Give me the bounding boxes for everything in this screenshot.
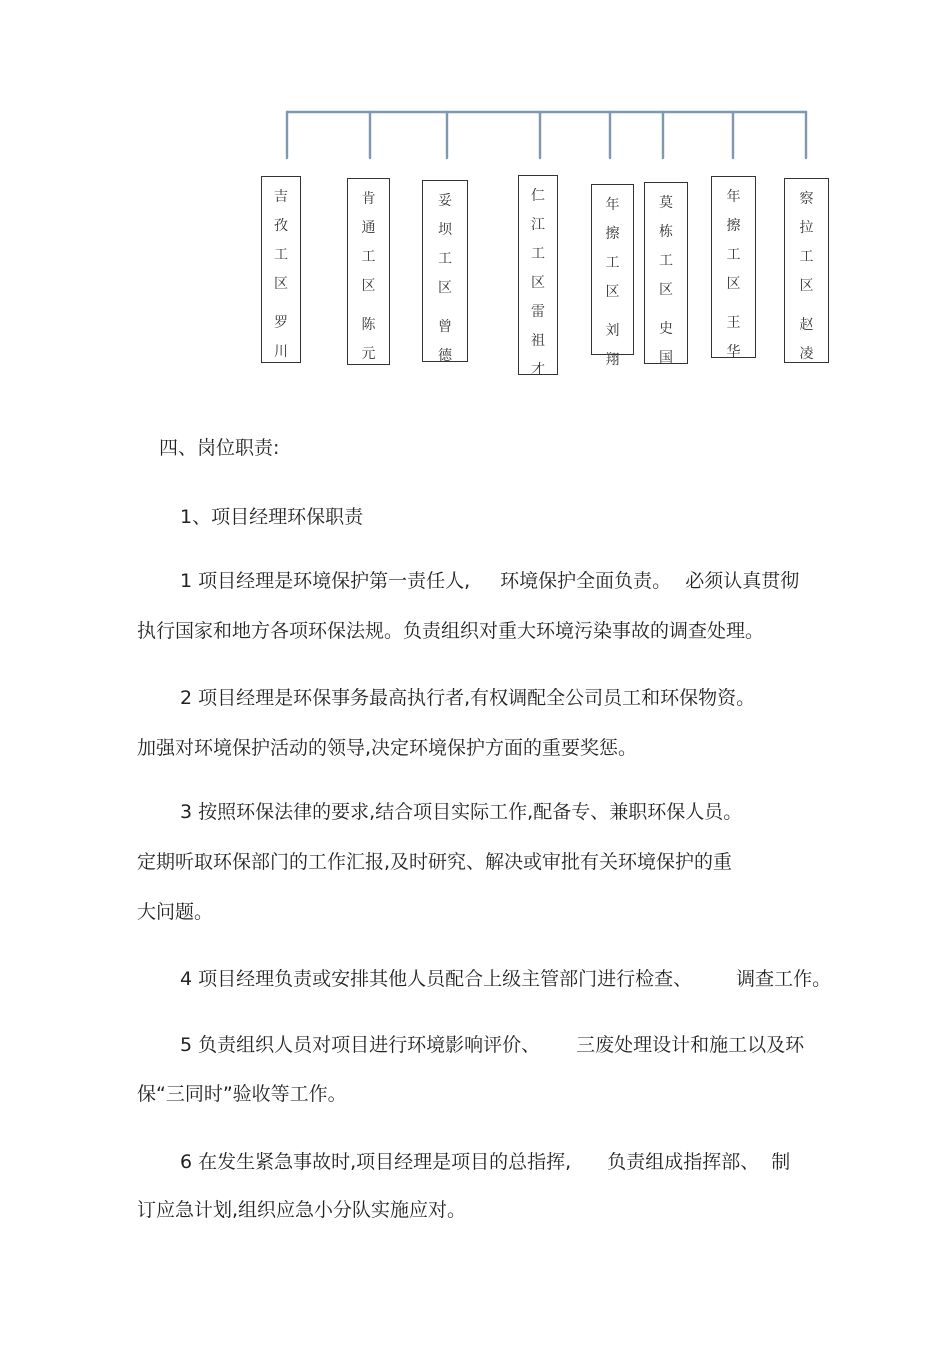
org-unit-person: 王 华 [726,315,741,360]
org-unit-person: 陈 元 [361,317,376,362]
item-4-line-1 [180,967,831,991]
org-unit-name: 吉 孜 工 区 [274,189,288,292]
item-1-line-1 [180,569,799,593]
org-unit-box [591,184,634,368]
org-unit-person: 赵 凌 [799,317,814,362]
item-1-part-1: 1 项目经理是环境保护第一责任人, [180,570,471,592]
org-unit-name: 年 擦 工 区 [726,189,741,292]
item-6-line-2: 订应急计划,组织应急小分队实施应对。 [137,1199,467,1221]
item-1-line-2: 执行国家和地方各项环保法规。负责组织对重大环境污染事故的调查处理。 [137,620,765,642]
item-2-line-2: 加强对环境保护活动的领导,决定环境保护方面的重要奖惩。 [137,737,638,759]
org-chart [0,0,950,400]
item-3-line-1: 3 按照环保法律的要求,结合项目实际工作,配备专、兼职环保人员。 [180,801,743,823]
item-6-part-2: 负责组成指挥部、 [607,1151,760,1173]
org-unit-box [518,175,558,378]
org-unit-name: 年 擦 工 区 [605,197,620,300]
item-6-line-1 [180,1150,790,1174]
org-unit-person: 雷 祖 才 [531,304,545,378]
org-unit-name: 莫 栋 工 区 [659,195,673,298]
item-6-part-3: 制 [771,1151,791,1173]
section-heading: 四、岗位职责: [159,437,280,459]
item-3-line-2: 定期听取环保部门的工作汇报,及时研究、解决或审批有关环境保护的重 [137,851,733,873]
org-unit-person: 曾 德 [438,319,452,364]
item-3-line-3: 大问题。 [137,901,214,923]
org-unit-box [261,176,301,363]
org-unit-name: 察 拉 工 区 [799,191,814,294]
item-1-part-2: 环境保护全面负责。 [500,570,672,592]
item-4-part-1: 4 项目经理负责或安排其他人员配合上级主管部门进行检查、 [180,968,693,990]
item-5-line-2: 保“三同时”验收等工作。 [137,1083,347,1105]
org-unit-name: 肯 通 工 区 [361,191,376,294]
item-5-part-1: 5 负责组织人员对项目进行环境影响评价、 [180,1034,541,1056]
item-4-part-2: 调查工作。 [736,968,832,990]
org-unit-person: 史 国 [659,321,673,366]
org-unit-person: 刘 翔 [605,323,620,368]
org-unit-box [784,178,829,363]
item-1-part-3: 必须认真贯彻 [685,570,800,592]
item-5-part-2: 三废处理设计和施工以及环 [576,1034,805,1056]
org-unit-box [347,178,390,365]
org-unit-box [711,176,756,358]
item-6-part-1: 6 在发生紧急事故时,项目经理是项目的总指挥, [180,1151,572,1173]
org-unit-box [422,180,468,362]
org-unit-name: 妥 坝 工 区 [438,193,452,296]
org-unit-name: 仁 江 工 区 [531,188,545,291]
sub-heading: 1、项目经理环保职责 [180,506,364,528]
org-unit-person: 罗 川 [274,315,288,360]
item-5-line-1 [180,1033,804,1057]
org-unit-box [644,182,688,364]
item-2-line-1: 2 项目经理是环保事务最高执行者,有权调配全公司员工和环保物资。 [180,687,756,709]
